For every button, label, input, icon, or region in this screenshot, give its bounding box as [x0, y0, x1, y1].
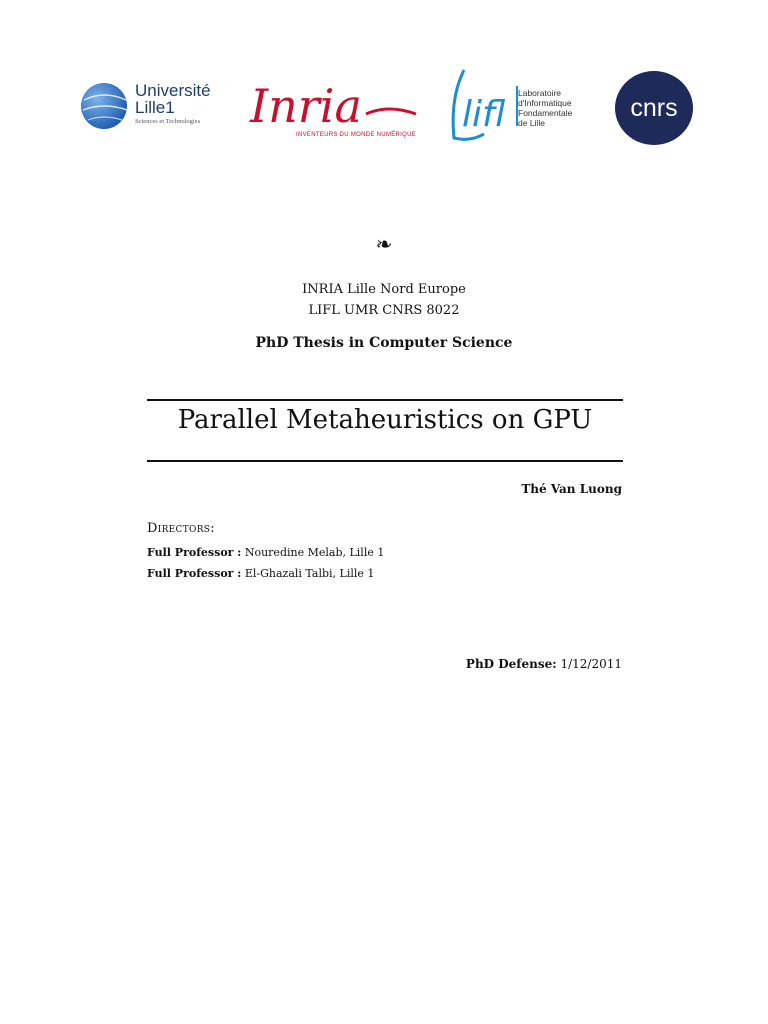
defense-date: 1/12/2011 [560, 657, 622, 671]
director-row [147, 567, 374, 580]
logo-bar [0, 60, 768, 150]
title-rule-bottom [147, 460, 623, 462]
lille1-line2: Lille1 [135, 98, 175, 117]
institution-line-2: LIFL UMR CNRS 8022 [308, 303, 460, 318]
lifl-line-1: Laboratoire [518, 88, 562, 98]
lille1-globe-icon [80, 80, 132, 132]
fleuron-ornament: ❧ [375, 232, 393, 256]
director-name: El-Ghazali Talbi, Lille 1 [244, 567, 375, 580]
cnrs-seal-icon [614, 70, 694, 146]
director-name: Nouredine Melab, Lille 1 [244, 546, 385, 559]
director-role: Full Professor : [147, 546, 242, 559]
lifl-line-4: de Lille [518, 118, 545, 128]
inria-wordmark-icon [248, 74, 420, 132]
cnrs-logo [614, 70, 694, 146]
author-name: Thé Van Luong [521, 482, 622, 496]
lille1-line3: Sciences et Technologies [135, 118, 201, 125]
inria-logo [248, 74, 420, 144]
inria-tagline: INVENTEURS DU MONDE NUMÉRIQUE [296, 132, 417, 138]
universite-lille1-logo [80, 80, 230, 132]
lifl-line-2: d'Informatique [518, 98, 572, 108]
inria-wordmark: Inria [250, 79, 362, 132]
title-rule-top [147, 399, 623, 401]
lifl-wordmark: lifl [462, 94, 506, 135]
defense-label: PhD Defense: [465, 657, 557, 671]
thesis-title: Parallel Metaheuristics on GPU [177, 405, 593, 435]
cnrs-wordmark: cnrs [630, 94, 678, 122]
director-role: Full Professor : [147, 567, 242, 580]
directors-heading: Directors: [147, 521, 215, 536]
thesis-type: PhD Thesis in Computer Science [255, 335, 513, 351]
director-row [147, 546, 384, 559]
lille1-line1: Université [135, 81, 211, 100]
lifl-line-3: Fondamentale [518, 108, 573, 118]
lifl-wordmark-icon [440, 68, 516, 148]
institution-line-1: INRIA Lille Nord Europe [302, 282, 466, 297]
defense-info [466, 657, 622, 671]
lifl-logo [440, 68, 590, 148]
